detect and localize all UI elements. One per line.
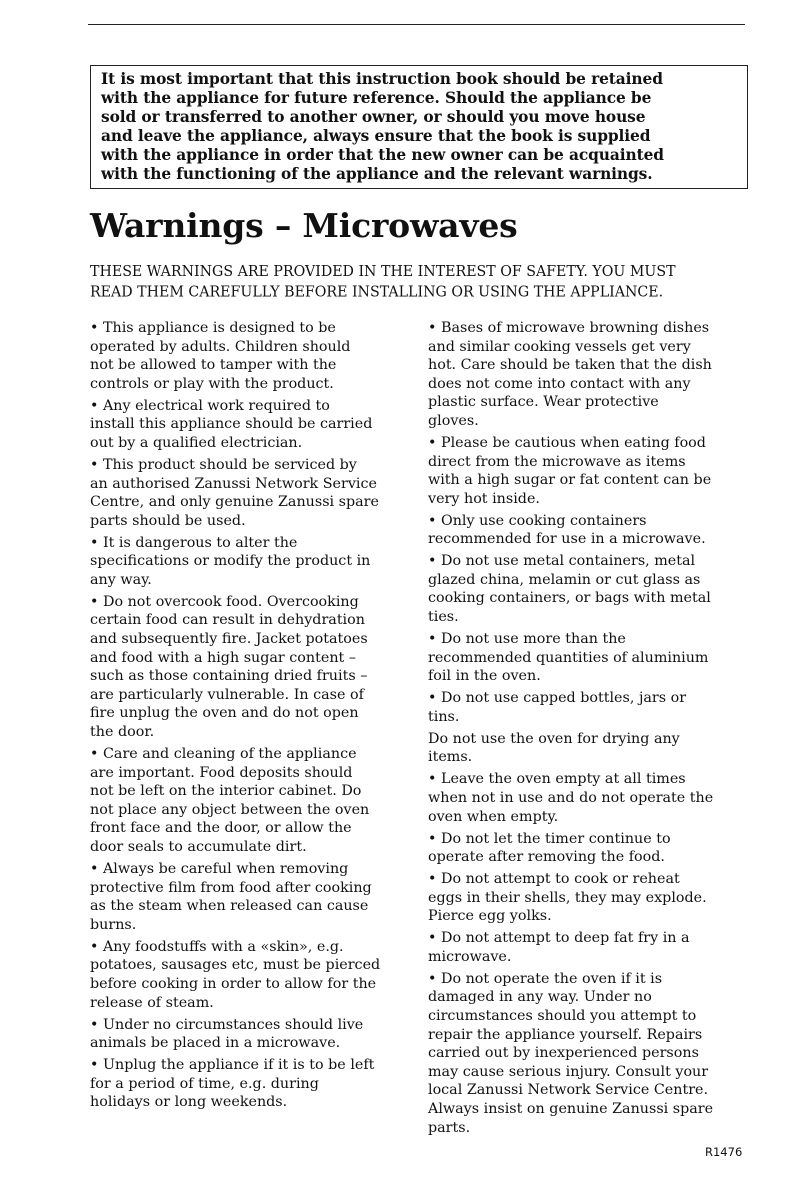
warning-item: [428, 970, 758, 1137]
warning-line: • Do not let the timer continue to: [428, 830, 671, 847]
warning-line: recommended for use in a microwave.: [428, 531, 706, 548]
warning-line: Centre, and only genuine Zanussi spare: [90, 494, 379, 511]
warning-line: animals be placed in a microwave.: [90, 1035, 341, 1052]
warning-item: [90, 1056, 415, 1112]
warning-line: ties.: [428, 609, 459, 626]
notice-line: with the functioning of the appliance and the relevant warnings.: [101, 165, 653, 183]
warning-line: carried out by inexperienced persons: [428, 1045, 699, 1062]
warning-line: and food with a high sugar content –: [90, 649, 356, 666]
warning-item: [90, 938, 415, 1012]
warning-item: [90, 319, 415, 393]
warning-item: [428, 730, 758, 767]
warning-line: as the steam when released can cause: [90, 898, 369, 915]
warning-line: eggs in their shells, they may explode.: [428, 889, 707, 906]
warning-line: • Always be careful when removing: [90, 860, 349, 877]
warning-line: front face and the door, or allow the: [90, 820, 352, 837]
warning-line: items.: [428, 749, 473, 766]
warning-line: Pierce egg yolks.: [428, 908, 552, 925]
warning-line: Always insist on genuine Zanussi spare: [428, 1101, 714, 1118]
warning-line: microwave.: [428, 948, 512, 965]
warning-line: for a period of time, e.g. during: [90, 1075, 319, 1092]
warning-line: • Do not attempt to deep fat fry in a: [428, 930, 690, 947]
warning-line: any way.: [90, 571, 152, 588]
warning-line: out by a qualified electrician.: [90, 434, 303, 451]
warning-line: • Any electrical work required to: [90, 397, 330, 414]
warning-line: • Unplug the appliance if it is to be left: [90, 1057, 375, 1074]
notice-box: [90, 65, 748, 189]
warning-line: direct from the microwave as items: [428, 453, 686, 470]
warning-line: hot. Care should be taken that the dish: [428, 357, 712, 374]
notice-line: with the appliance for future reference. Should the appliance be: [101, 89, 652, 107]
warning-line: when not in use and do not operate the: [428, 789, 714, 806]
warning-line: • This product should be serviced by: [90, 456, 357, 473]
warning-line: foil in the oven.: [428, 668, 541, 685]
warning-item: [90, 1016, 415, 1053]
warning-line: fire unplug the oven and do not open: [90, 705, 359, 722]
warning-line: gloves.: [428, 412, 479, 429]
warning-line: tins.: [428, 708, 460, 725]
warning-item: [428, 512, 758, 549]
warning-item: [428, 552, 758, 626]
warning-item: [90, 534, 415, 590]
top-rule: [88, 24, 745, 25]
warning-line: parts should be used.: [90, 512, 246, 529]
warning-line: controls or play with the product.: [90, 375, 334, 392]
warning-line: plastic surface. Wear protective: [428, 394, 659, 411]
warning-line: does not come into contact with any: [428, 375, 691, 392]
warning-line: damaged in any way. Under no: [428, 989, 652, 1006]
warning-line: • Do not use metal containers, metal: [428, 553, 696, 570]
warning-item: [428, 434, 758, 508]
warning-line: protective film from food after cooking: [90, 879, 372, 896]
notice-line: sold or transferred to another owner, or should you move house: [101, 108, 646, 126]
warning-line: not be allowed to tamper with the: [90, 357, 337, 374]
warning-item: [90, 860, 415, 934]
intro-warning: [90, 262, 750, 303]
notice-line: and leave the appliance, always ensure that the book is supplied: [101, 127, 651, 145]
warning-line: very hot inside.: [428, 490, 540, 507]
warning-line: and subsequently fire. Jacket potatoes: [90, 631, 368, 648]
warning-line: such as those containing dried fruits –: [90, 668, 368, 685]
warning-line: the door.: [90, 724, 155, 741]
warning-item: [428, 870, 758, 926]
warning-item: [428, 770, 758, 826]
warning-line: • Bases of microwave browning dishes: [428, 320, 710, 336]
intro-line: READ THEM CAREFULLY BEFORE INSTALLING OR USING THE APPLIANCE.: [90, 283, 664, 301]
warning-line: • Care and cleaning of the appliance: [90, 746, 357, 763]
document-code: R1476: [705, 1145, 743, 1159]
warning-line: may cause serious injury. Consult your: [428, 1063, 709, 1080]
warning-line: recommended quantities of aluminium: [428, 649, 709, 666]
warning-item: [428, 830, 758, 867]
warning-line: • This appliance is designed to be: [90, 320, 336, 336]
warning-line: • Any foodstuffs with a «skin», e.g.: [90, 938, 344, 955]
warning-line: specifications or modify the product in: [90, 553, 371, 570]
warning-item: [90, 593, 415, 742]
warning-line: before cooking in order to allow for the: [90, 975, 377, 992]
warning-item: [428, 319, 758, 431]
warning-line: • Leave the oven empty at all times: [428, 771, 686, 788]
warning-line: install this appliance should be carried: [90, 416, 373, 433]
warning-line: an authorised Zanussi Network Service: [90, 475, 377, 492]
warning-line: are important. Food deposits should: [90, 764, 353, 781]
warning-line: burns.: [90, 916, 137, 933]
warning-line: holidays or long weekends.: [90, 1094, 288, 1111]
warning-item: [90, 745, 415, 857]
warning-line: • Do not use capped bottles, jars or: [428, 690, 687, 707]
warning-line: certain food can result in dehydration: [90, 612, 365, 629]
warning-line: Do not use the oven for drying any: [428, 730, 680, 747]
warning-line: • Please be cautious when eating food: [428, 434, 706, 451]
warning-line: potatoes, sausages etc, must be pierced: [90, 957, 381, 974]
warning-line: and similar cooking vessels get very: [428, 338, 691, 355]
warning-line: parts.: [428, 1119, 471, 1136]
notice-line: It is most important that this instruction book should be retained: [101, 70, 663, 88]
warning-line: not be left on the interior cabinet. Do: [90, 783, 362, 800]
warning-line: glazed china, melamin or cut glass as: [428, 571, 701, 588]
warning-line: • Do not attempt to cook or reheat: [428, 871, 680, 888]
page-title: Warnings – Microwaves: [90, 206, 518, 245]
warning-line: release of steam.: [90, 994, 214, 1011]
notice-line: with the appliance in order that the new owner can be acquainted: [101, 146, 664, 164]
warnings-left-column: [90, 319, 415, 1115]
warning-line: are particularly vulnerable. In case of: [90, 686, 364, 703]
warning-item: [90, 397, 415, 453]
warning-line: operate after removing the food.: [428, 849, 665, 866]
warning-line: door seals to accumulate dirt.: [90, 838, 307, 855]
warning-line: with a high sugar or fat content can be: [428, 472, 712, 489]
intro-line: THESE WARNINGS ARE PROVIDED IN THE INTEREST OF SAFETY. YOU MUST: [90, 263, 676, 281]
warning-item: [428, 929, 758, 966]
warning-line: • Only use cooking containers: [428, 512, 647, 529]
warning-line: local Zanussi Network Service Centre.: [428, 1082, 709, 1099]
warning-line: repair the appliance yourself. Repairs: [428, 1026, 703, 1043]
warning-line: not place any object between the oven: [90, 801, 370, 818]
warning-line: operated by adults. Children should: [90, 338, 351, 355]
warning-line: circumstances should you attempt to: [428, 1008, 697, 1025]
warning-line: • Do not operate the oven if it is: [428, 970, 663, 987]
warning-item: [428, 630, 758, 686]
warning-line: • Do not use more than the: [428, 631, 626, 648]
warning-line: • It is dangerous to alter the: [90, 534, 298, 551]
warning-item: [90, 456, 415, 530]
warning-line: oven when empty.: [428, 808, 559, 825]
warning-line: • Under no circumstances should live: [90, 1016, 364, 1033]
warning-line: cooking containers, or bags with metal: [428, 590, 711, 607]
warning-item: [428, 689, 758, 726]
warning-line: • Do not overcook food. Overcooking: [90, 593, 359, 610]
warnings-right-column: [428, 319, 758, 1141]
